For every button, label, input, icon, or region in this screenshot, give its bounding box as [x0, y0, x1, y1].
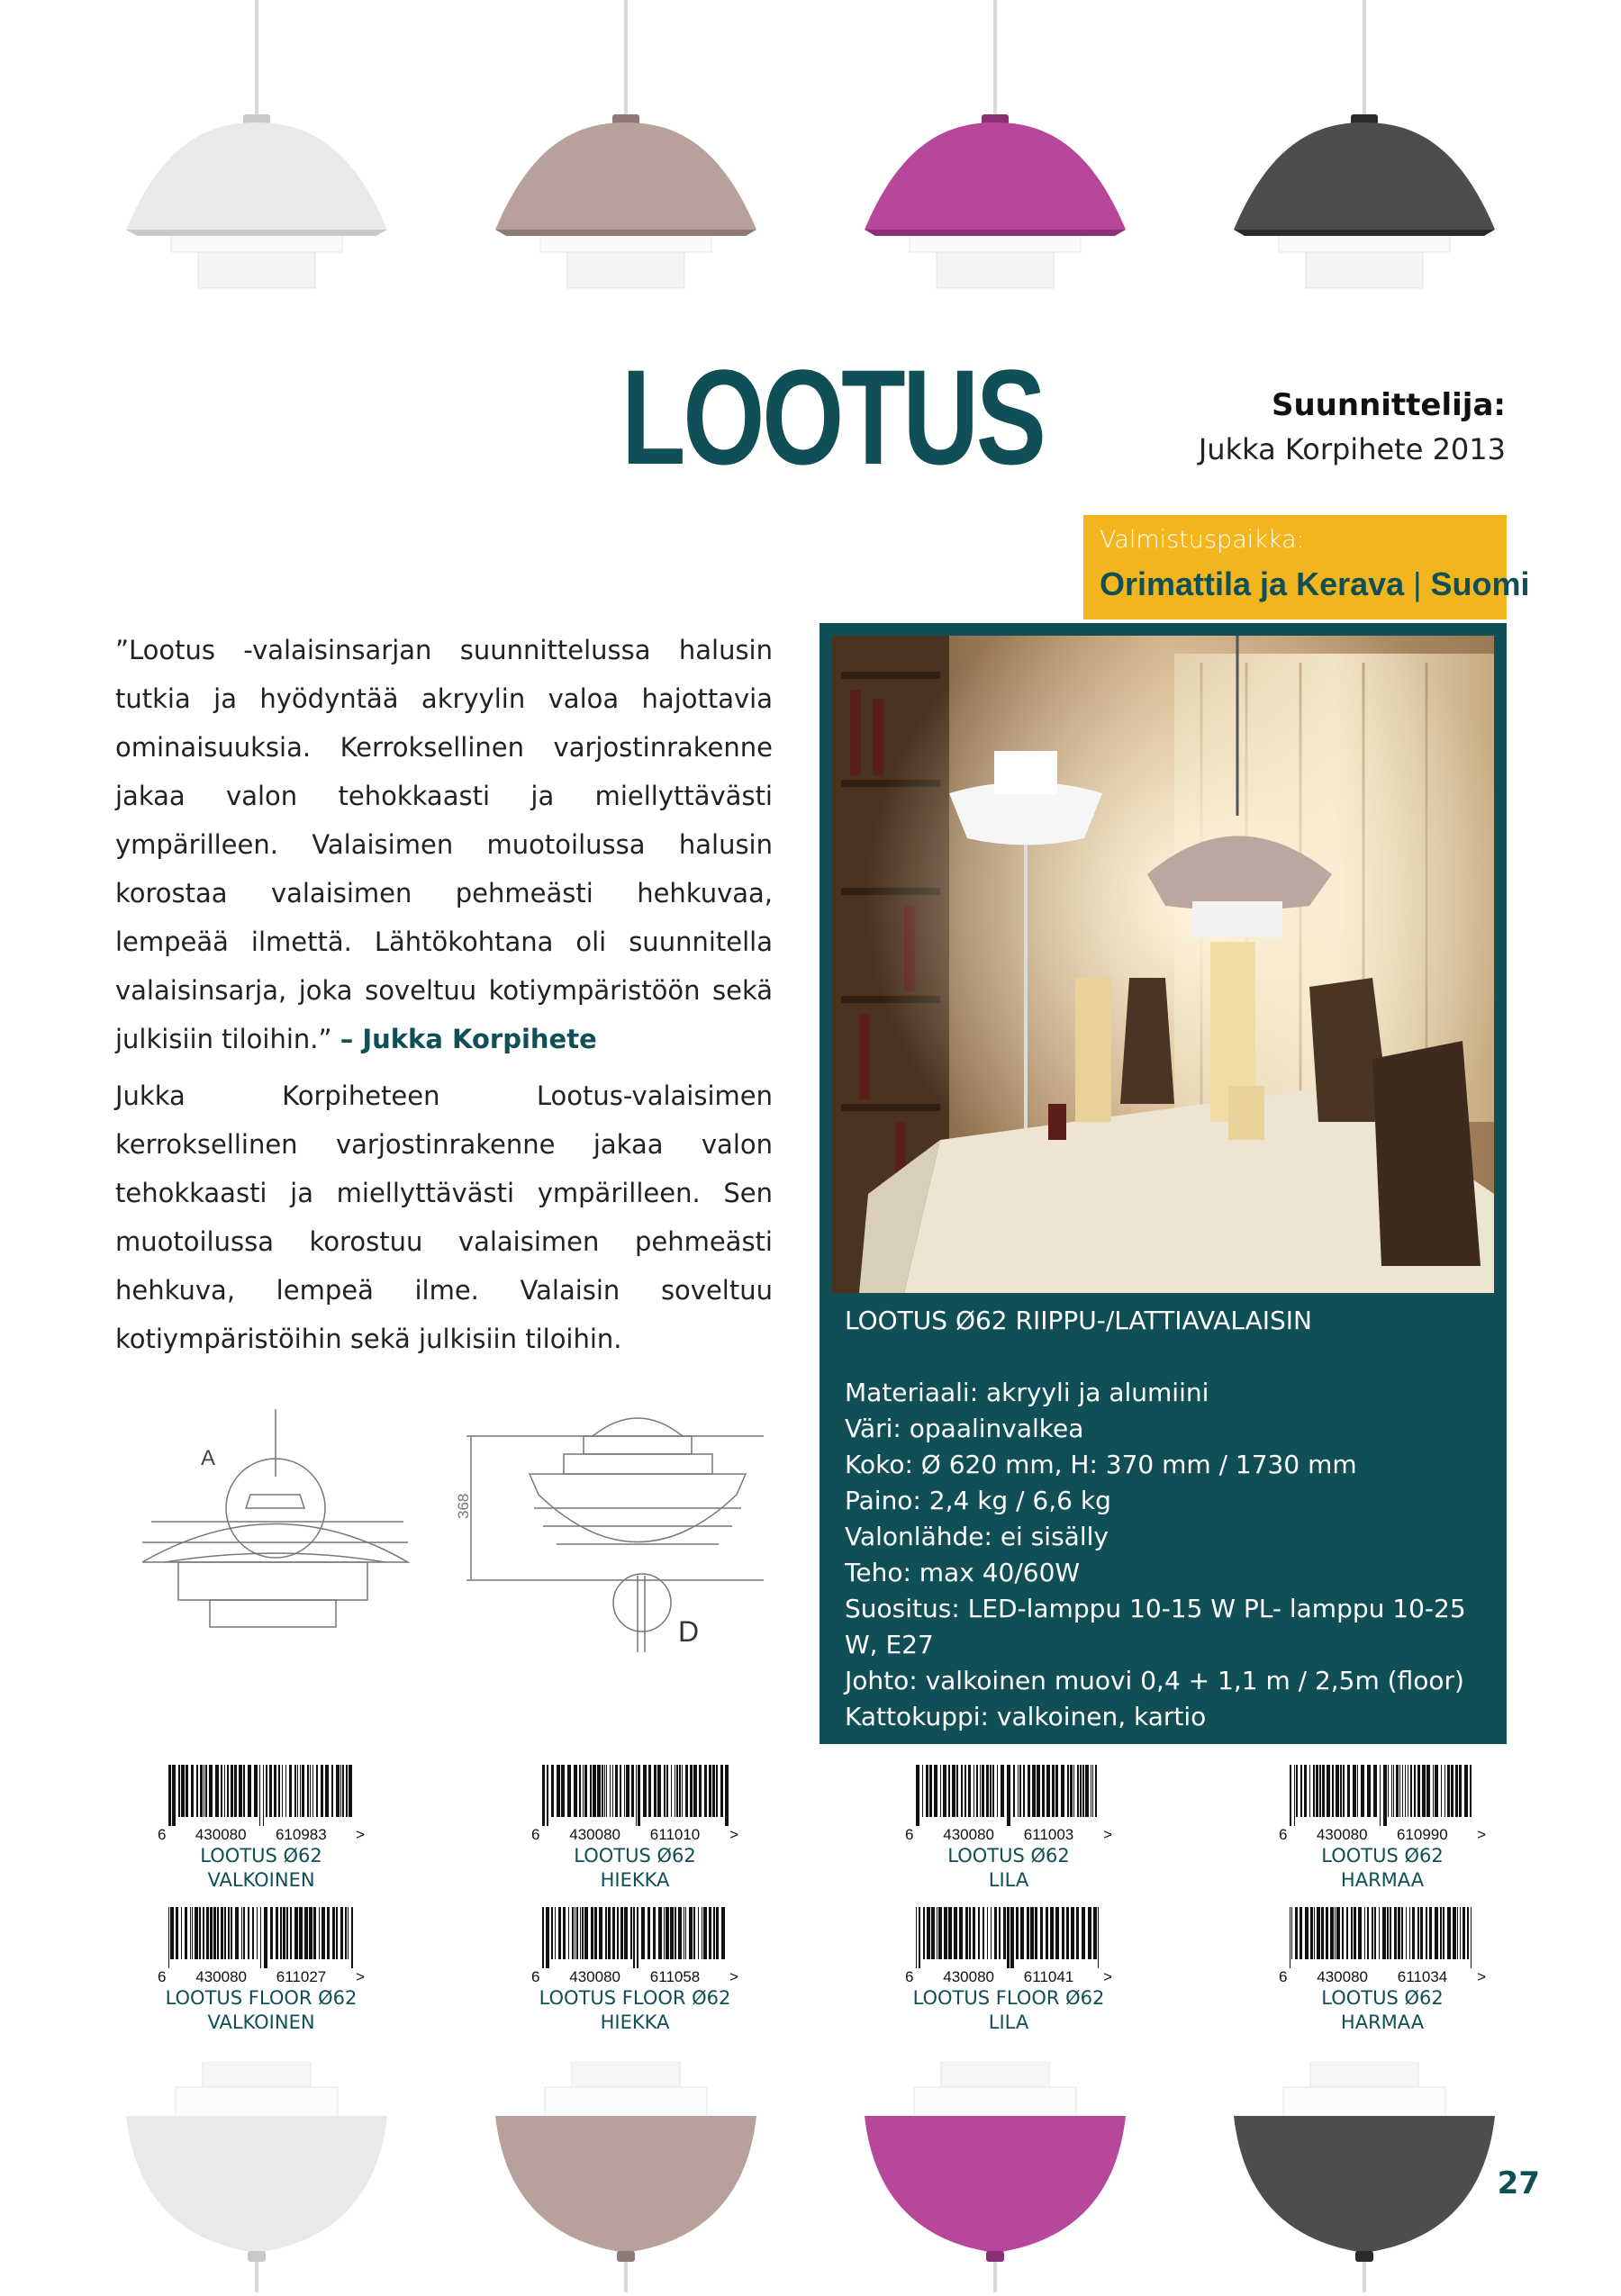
barcode-digits [158, 1826, 365, 1844]
barcode-group1: 430080 [569, 1968, 620, 1985]
pendant-lamp-lila [847, 0, 1144, 297]
barcode-digits [905, 1826, 1112, 1844]
diagram-label-a: A [201, 1446, 216, 1470]
barcode-group1: 430080 [1317, 1968, 1368, 1985]
barcode-group1: 430080 [1316, 1826, 1368, 1843]
barcode-bars [158, 1907, 365, 1968]
pendant-lamp-hiekka [477, 0, 774, 297]
barcode-item [513, 1907, 756, 2035]
barcode-suffix: > [1103, 1826, 1112, 1843]
barcode-product-line1: LOOTUS Ø62 [574, 1845, 696, 1867]
barcode-prefix: 6 [158, 1968, 167, 1985]
designer-quote [115, 626, 773, 1063]
technical-drawing [115, 1409, 782, 1652]
barcode-suffix: > [356, 1968, 365, 1985]
diagram-label-d: D [678, 1615, 700, 1648]
barcode-bars [531, 1765, 738, 1826]
barcode-item [1261, 1907, 1504, 2035]
designer-label: Suunnittelija: [1271, 387, 1506, 423]
barcode-group2: 610990 [1396, 1826, 1448, 1843]
barcode-suffix: > [356, 1826, 365, 1843]
barcode-product-line1: LOOTUS Ø62 [1321, 1845, 1444, 1867]
quote-text: ”Lootus -valaisinsarjan suunnittelussa halusin tutkia ja hyödyntää akryylin valoa hajottavia ominaisuuksia. Kerroksellinen varjostinrakenne jakaa valon tehokkaasti ja miellyttävästi ympärilleen. Valaisimen muotoilussa halusin korostaa valaisimen pehmeästi hehkuvaa, lempeää ilmettä. Lähtökohtana oli suunnitella valaisinsarja, joka soveltuu kotiympäristöön sekä julkisiin tiloihin.” [115, 635, 773, 1054]
barcode-bars [905, 1907, 1112, 1968]
page-title: LOOTUS [621, 341, 1044, 493]
floor-lamp-valkoinen [108, 2062, 405, 2292]
product-description: Jukka Korpiheteen Lootus-valaisimen kerroksellinen varjostinrakenne jakaa valon tehokkaasti ja miellyttävästi ympärilleen. Sen muotoilussa korostuu valaisimen pehmeästi hehkuva, lempeä ilme. Valaisin soveltuu kotiympäristöihin sekä julkisiin tiloihin. [115, 1080, 773, 1354]
barcode-prefix: 6 [905, 1968, 914, 1985]
quote-author: – Jukka Korpihete [340, 1024, 597, 1054]
barcode-prefix: 6 [1279, 1968, 1288, 1985]
barcode-item [1261, 1765, 1504, 1893]
spec-item: Teho: max 40/60W [845, 1558, 1081, 1587]
barcode-group2: 611010 [649, 1826, 701, 1843]
barcode-digits [158, 1968, 365, 1986]
barcode-product-line2: HARMAA [1340, 2011, 1425, 2033]
spec-item: Koko: Ø 620 mm, H: 370 mm / 1730 mm [845, 1450, 1357, 1479]
spec-item: Materiaali: akryyli ja alumiini [845, 1378, 1209, 1407]
origin-value [1100, 565, 1530, 603]
barcode-product-line1: LOOTUS FLOOR Ø62 [912, 1987, 1105, 2009]
barcode-group2: 611041 [1023, 1968, 1074, 1985]
barcode-group2: 611003 [1023, 1826, 1074, 1843]
barcode-suffix: > [1103, 1968, 1112, 1985]
origin-place: Orimattila ja Kerava [1100, 565, 1405, 602]
barcode-group1: 430080 [569, 1826, 620, 1843]
barcode-digits [531, 1968, 738, 1986]
spec-item: Suositus: LED-lamppu 10-15 W PL- lamppu 10-25 W, E27 [845, 1594, 1466, 1659]
barcode-digits [1279, 1968, 1486, 1986]
spec-item: Paino: 2,4 kg / 6,6 kg [845, 1486, 1111, 1515]
barcode-suffix: > [1477, 1968, 1486, 1985]
barcode-prefix: 6 [905, 1826, 914, 1843]
barcode-product-line2: HIEKKA [600, 2011, 670, 2033]
origin-label: Valmistuspaikka: [1100, 526, 1305, 554]
barcode-product-line1: LOOTUS FLOOR Ø62 [165, 1987, 358, 2009]
barcode-group1: 430080 [943, 1826, 994, 1843]
barcode-product-line1: LOOTUS FLOOR Ø62 [539, 1987, 731, 2009]
barcode-digits [905, 1968, 1112, 1986]
barcode-product-line1: LOOTUS Ø62 [1321, 1987, 1444, 2009]
barcode-bars [158, 1765, 365, 1826]
pendant-lamp-harmaa [1216, 0, 1513, 297]
spec-item: Kattokuppi: valkoinen, kartio [845, 1702, 1207, 1731]
barcode-prefix: 6 [531, 1968, 540, 1985]
barcode-group2: 611034 [1397, 1968, 1448, 1985]
barcode-item [140, 1765, 383, 1893]
barcode-digits [1279, 1826, 1486, 1844]
barcode-item [140, 1907, 383, 2035]
barcode-group2: 611058 [649, 1968, 701, 1985]
barcode-group1: 430080 [195, 1826, 247, 1843]
floor-lamp-lila [847, 2062, 1144, 2292]
barcode-bars [1279, 1765, 1486, 1826]
spec-item: Johto: valkoinen muovi 0,4 + 1,1 m / 2,5m (floor) [845, 1666, 1464, 1695]
barcode-group1: 430080 [943, 1968, 994, 1985]
spec-item: Väri: opaalinvalkea [845, 1414, 1084, 1443]
floor-lamp-harmaa [1216, 2062, 1513, 2292]
barcode-item [887, 1765, 1130, 1893]
barcode-item [513, 1765, 756, 1893]
barcode-bars [531, 1907, 738, 1968]
spec-list [845, 1375, 1484, 1735]
barcode-digits [531, 1826, 738, 1844]
barcode-item [887, 1907, 1130, 2035]
barcode-bars [1279, 1907, 1486, 1968]
barcode-prefix: 6 [1279, 1826, 1288, 1843]
barcode-product-line2: LILA [988, 2011, 1029, 2033]
barcode-bars [905, 1765, 1112, 1826]
floor-lamp-hiekka [477, 2062, 774, 2292]
diagram-dimension: 368 [455, 1493, 472, 1519]
barcode-product-line1: LOOTUS Ø62 [200, 1845, 322, 1867]
origin-box [1083, 515, 1530, 619]
spec-title: LOOTUS Ø62 RIIPPU-/LATTIAVALAISIN [845, 1306, 1312, 1335]
barcode-suffix: > [729, 1968, 738, 1985]
spec-panel [820, 623, 1507, 1744]
barcode-group2: 610983 [275, 1826, 327, 1843]
page-number: 27 [1497, 2165, 1540, 2201]
barcode-group1: 430080 [195, 1968, 247, 1985]
barcode-prefix: 6 [158, 1826, 167, 1843]
interior-photo [832, 636, 1494, 1293]
origin-country: Suomi [1430, 565, 1530, 602]
barcode-product-line2: VALKOINEN [207, 2011, 315, 2033]
designer-name: Jukka Korpihete 2013 [1198, 432, 1506, 466]
origin-separator: | [1413, 565, 1422, 602]
pendant-lamp-valkoinen [108, 0, 405, 297]
barcode-group2: 611027 [276, 1968, 327, 1985]
barcode-product-line2: HARMAA [1340, 1869, 1425, 1891]
barcode-product-line1: LOOTUS Ø62 [947, 1845, 1070, 1867]
barcode-product-line2: LILA [988, 1869, 1029, 1891]
barcode-prefix: 6 [531, 1826, 540, 1843]
spec-item: Valonlähde: ei sisälly [845, 1522, 1109, 1551]
barcode-product-line2: VALKOINEN [207, 1869, 315, 1891]
barcode-suffix: > [1477, 1826, 1486, 1843]
barcode-product-line2: HIEKKA [600, 1869, 670, 1891]
barcode-suffix: > [729, 1826, 738, 1843]
